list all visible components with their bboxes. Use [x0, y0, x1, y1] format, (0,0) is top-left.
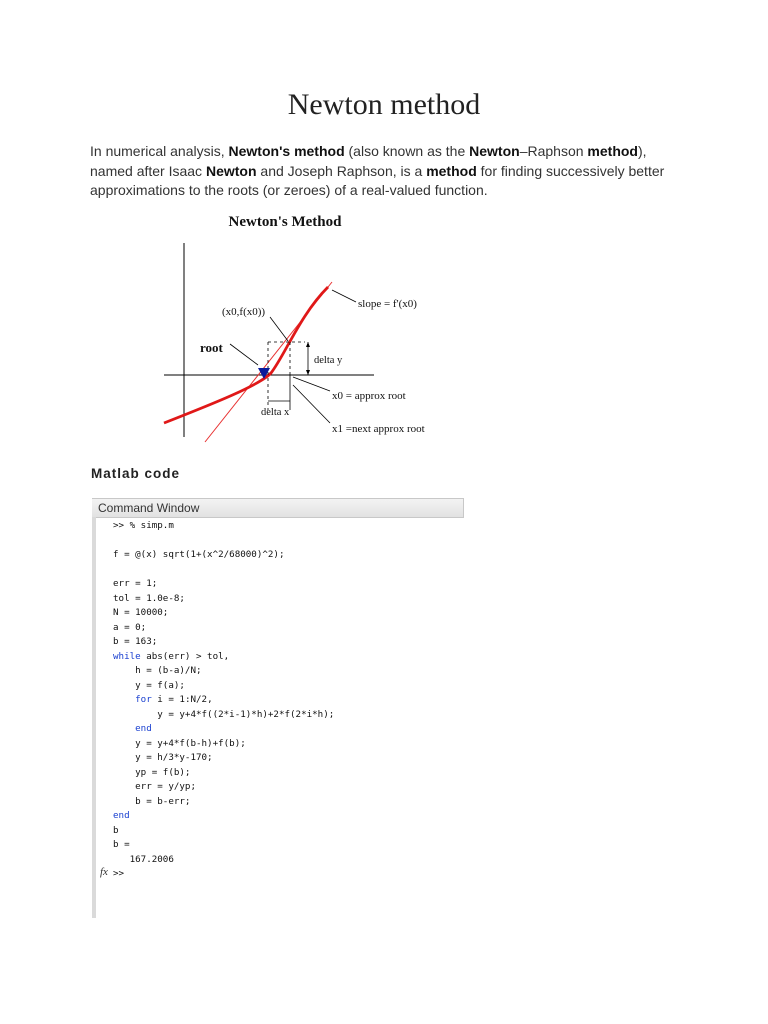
command-window-titlebar: Command Window [92, 498, 464, 518]
delta-y-label: delta y [314, 355, 343, 366]
code-line: b = b-err; [113, 795, 191, 807]
code-line: end [113, 723, 152, 734]
root-leader [230, 344, 258, 365]
slope-label: slope = f'(x0) [358, 298, 417, 310]
code-line: while abs(err) > tol, [113, 650, 230, 662]
code-line: N = 10000; [113, 607, 169, 618]
x1-leader [293, 385, 330, 423]
x1-label: x1 =next approx root [332, 423, 425, 435]
page-title: Newton method [287, 88, 481, 121]
point-leader [270, 317, 288, 341]
code-line: tol = 1.0e-8; [113, 592, 185, 604]
code-line: >> % simp.m [113, 520, 174, 531]
figure-title: Newton's Method [228, 214, 342, 230]
code-line: f = @(x) sqrt(1+(x^2/68000)^2); [113, 549, 285, 560]
intro-bold-term: method [587, 143, 638, 159]
intro-bold-term: Newton [205, 162, 257, 179]
code-line: b = 163; [113, 636, 158, 647]
intro-text: ), named after Isaac [90, 143, 647, 179]
command-window-body [92, 517, 464, 918]
code-line: y = y+4*f(b-h)+f(b); [113, 737, 246, 749]
slope-leader [332, 290, 356, 302]
x0-leader [293, 377, 330, 391]
code-line: y = h/3*y-170; [113, 752, 213, 763]
intro-bold-term: method [426, 162, 477, 179]
command-window [92, 498, 464, 918]
code-line: y = y+4*f((2*i-1)*h)+2*f(2*i*h); [113, 708, 335, 720]
code-line: for i = 1:N/2, [135, 694, 213, 705]
intro-text: –Raphson [519, 143, 588, 159]
delta-y-arrow-bottom [306, 370, 310, 375]
code-line [113, 534, 334, 549]
newton-diagram [140, 205, 480, 450]
x0-label: x0 = approx root [332, 390, 406, 402]
point-label: (x0,f(x0)) [222, 306, 266, 318]
intro-text: for finding successively better approximations to the roots (or zeroes) of a real-valued function. [90, 162, 665, 198]
code-line: yp = f(b); [113, 766, 191, 778]
root-label: root [200, 340, 223, 355]
intro-bold-term: Newton's method [228, 143, 345, 159]
code-line: a = 0; [113, 621, 147, 633]
code-line: b [113, 824, 119, 836]
code-listing [113, 519, 334, 882]
code-line: b = [113, 839, 130, 850]
intro-text: In numerical analysis, [90, 143, 229, 159]
fx-icon[interactable]: fx [100, 866, 108, 878]
code-line: err = y/yp; [113, 781, 196, 792]
intro-text: and Joseph Raphson, is a [256, 162, 427, 179]
newton-method-figure [140, 205, 480, 450]
code-line: 167.2006 [113, 853, 174, 865]
code-line: err = 1; [113, 578, 158, 589]
code-line [113, 563, 334, 578]
delta-x-label: delta x [261, 407, 290, 418]
intro-paragraph [90, 142, 690, 201]
intro-text: (also known as the [344, 143, 470, 159]
intro-bold-term: Newton [469, 143, 520, 159]
delta-y-arrow-top [306, 342, 310, 347]
code-line: end [113, 810, 130, 821]
code-line: h = (b-a)/N; [113, 665, 202, 676]
code-line: >> [113, 868, 125, 879]
matlab-code-heading: Matlab code [91, 466, 181, 481]
code-line: y = f(a); [113, 679, 185, 691]
